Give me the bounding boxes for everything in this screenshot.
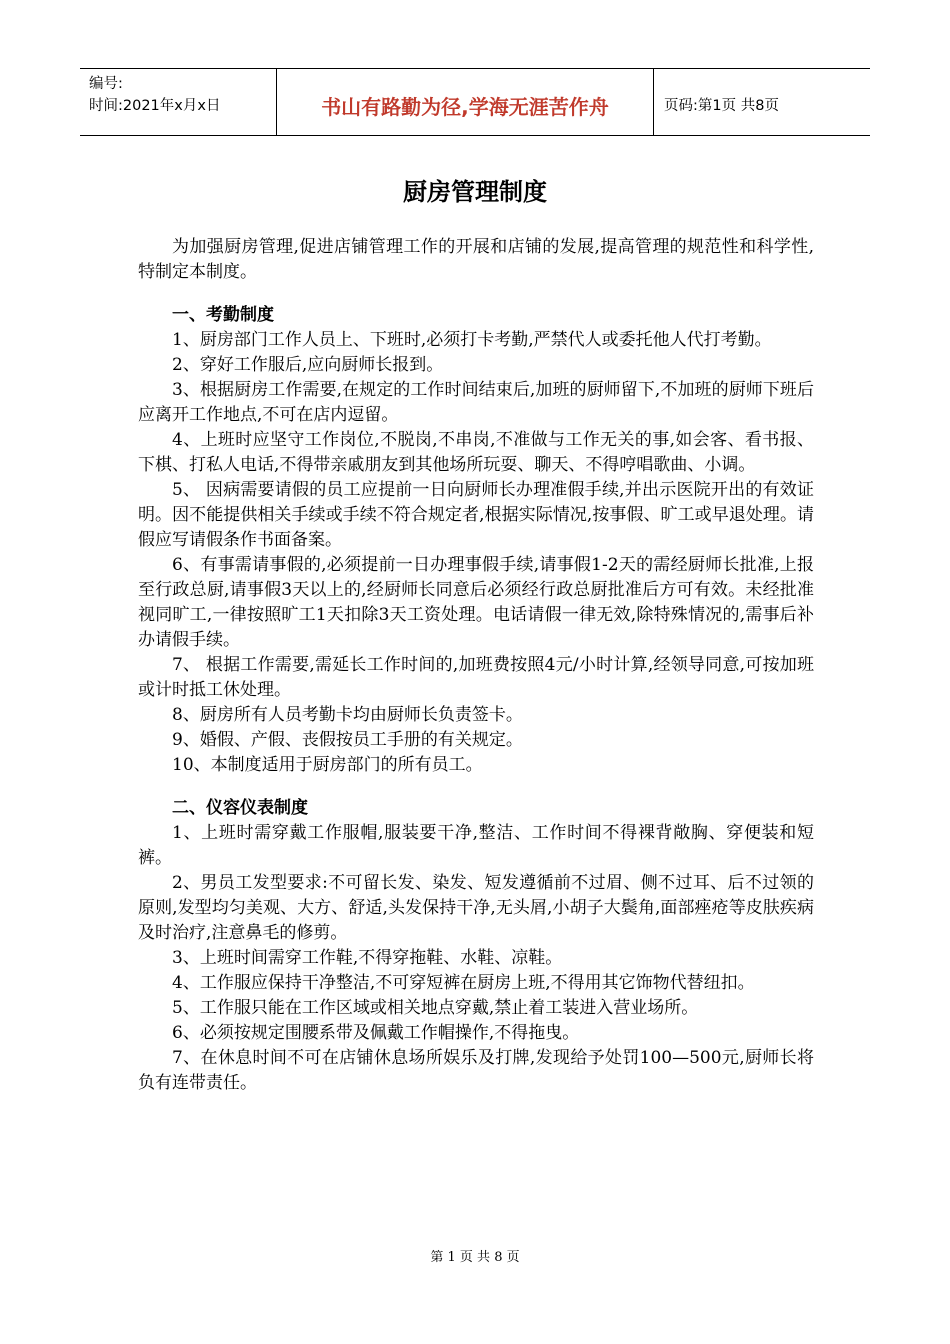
header-page-info: 页码:第1页 共8页 xyxy=(664,97,779,114)
list-item: 1、上班时需穿戴工作服帽,服装要干净,整洁、工作时间不得裸背敞胸、穿便装和短裤。 xyxy=(138,823,814,868)
header-motto: 书山有路勤为径,学海无涯苦作舟 xyxy=(276,69,654,135)
list-item: 6、有事需请事假的,必须提前一日办理事假手续,请事假1-2天的需经厨师长批准,上报至行政总厨,请事假3天以上的,经厨师长同意后必须经行政总厨批准后方可有效。未经批准视同旷工,一律按照旷工1天扣除3天工资处理。电话请假一律无效,除特殊情况的,需事后补办请假手续。 xyxy=(138,555,814,650)
list-item: 8、厨房所有人员考勤卡均由厨师长负责签卡。 xyxy=(172,705,523,725)
list-item: 1、厨房部门工作人员上、下班时,必须打卡考勤,严禁代人或委托他人代打考勤。 xyxy=(172,330,772,350)
list-item: 3、上班时间需穿工作鞋,不得穿拖鞋、水鞋、凉鞋。 xyxy=(172,948,563,968)
list-item: 5、 因病需要请假的员工应提前一日向厨师长办理准假手续,并出示医院开出的有效证明。因不能提供相关手续或手续不符合规定者,根据实际情况,按事假、旷工或早退处理。请假应写请假条作书面备案。 xyxy=(138,480,814,550)
list-item: 5、工作服只能在工作区域或相关地点穿戴,禁止着工装进入营业场所。 xyxy=(172,998,699,1018)
list-item: 7、在休息时间不可在店铺休息场所娱乐及打牌,发现给予处罚100—500元,厨师长将负有连带责任。 xyxy=(138,1048,814,1093)
page-footer: 第 1 页 共 8 页 xyxy=(430,1250,520,1265)
list-item: 4、工作服应保持干净整洁,不可穿短裤在厨房上班,不得用其它饰物代替纽扣。 xyxy=(172,973,755,993)
list-item: 2、穿好工作服后,应向厨师长报到。 xyxy=(172,355,444,375)
list-item: 7、 根据工作需要,需延长工作时间的,加班费按照4元/小时计算,经领导同意,可按加班或计时抵工休处理。 xyxy=(138,655,814,700)
list-item: 9、婚假、产假、丧假按员工手册的有关规定。 xyxy=(172,730,523,750)
list-item: 10、本制度适用于厨房部门的所有员工。 xyxy=(172,755,483,775)
document-number-label: 编号: xyxy=(89,76,123,92)
header-meta xyxy=(80,69,276,135)
document-title: 厨房管理制度 xyxy=(403,178,547,206)
document-body xyxy=(138,235,814,1096)
list-item: 4、上班时应坚守工作岗位,不脱岗,不串岗,不准做与工作无关的事,如会客、看书报、下棋、打私人电话,不得带亲戚朋友到其他场所玩耍、聊天、不得哼唱歌曲、小调。 xyxy=(138,430,814,475)
list-item: 3、根据厨房工作需要,在规定的工作时间结束后,加班的厨师留下,不加班的厨师下班后应离开工作地点,不可在店内逗留。 xyxy=(138,380,814,425)
document-time-label: 时间:2021年x月x日 xyxy=(89,98,221,114)
intro-paragraph: 为加强厨房管理,促进店铺管理工作的开展和店铺的发展,提高管理的规范性和科学性,特制定本制度。 xyxy=(138,237,814,282)
list-item: 2、男员工发型要求:不可留长发、染发、短发遵循前不过眉、侧不过耳、后不过领的原则,发型均匀美观、大方、舒适,头发保持干净,无头屑,小胡子大鬓角,面部痤疮等皮肤疾病及时治疗,注意鼻毛的修剪。 xyxy=(138,873,814,943)
section-heading-attendance: 一、考勤制度 xyxy=(172,305,274,325)
section-heading-appearance: 二、仪容仪表制度 xyxy=(172,798,308,818)
page-header xyxy=(80,68,870,136)
list-item: 6、必须按规定围腰系带及佩戴工作帽操作,不得拖曳。 xyxy=(172,1023,580,1043)
